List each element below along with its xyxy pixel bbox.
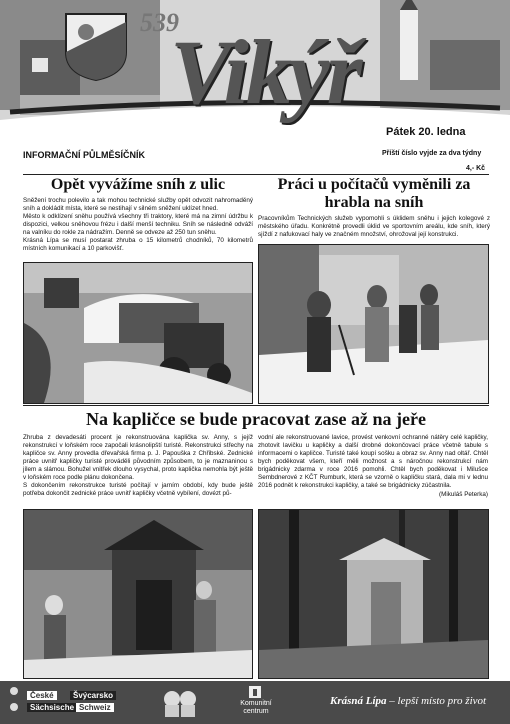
- article-paragraph: Město k odklízení sněhu používá všechny tři traktory, které má na zimní údržbu k dispozici, velkou sněhovou frézu i další menší techniku. Sníh se následně odváží na valníku do rokle za nádražím. Denně se odveze až 250 tun sněhu.: [23, 213, 253, 236]
- article-paragraph: Sněžení trochu polevilo a tak mohou technické služby opět odvozit nahromaděný sníh a dokládit místa, které se nestihají v silném sněžení uklízet hned.: [23, 197, 253, 212]
- town-crest-icon: [64, 12, 128, 82]
- price-label: 4,- Kč: [466, 165, 486, 172]
- issue-date: Pátek 20. ledna: [386, 126, 466, 138]
- article-chapel-column-2: [258, 434, 488, 499]
- photo-chapel-in-forest: [258, 509, 489, 679]
- article-snow-removal: [23, 176, 253, 253]
- article-paragraph: vodní ale rekonstruované lavice, provést venkovní ochranné nátěry celé kapličky, zhotovit lavičku u kapličky a další drobné dokončovací práce včetně tabule s informacemi o kapličce. Turisté také koupí sošku a obraz sv. Anny nad oltář. Chtěl bych poděkovat všem, kteří měli možnost a s náročnou rekonstrukcí nám brigádnicky zdarma v roce 2016 pomohli. Chtěl bych poděkovat i Milušce Sembdnerové z KČT Rumburk, která se vzorně o kapličku stará, dala mi v lednu 2016 podnět k rekonstrukci kapličky, a také se brigádnicky zúčastnila.: [258, 434, 488, 489]
- next-issue-note: Příští číslo vyjde za dva týdny: [382, 150, 482, 157]
- community-centre-label: Komunitní centrum: [240, 700, 272, 715]
- masthead-divider: [23, 174, 489, 175]
- mascot-logo-icon: [160, 687, 200, 719]
- article-headline: Opět vyvážíme sníh z ulic: [50, 176, 226, 193]
- footer-bar: [0, 681, 510, 724]
- bullet-icon: [10, 703, 18, 711]
- region-label-cz: České: [27, 691, 57, 700]
- photo-chapel-with-people: [23, 509, 253, 679]
- article-chapel-headline-block: [23, 409, 489, 429]
- bullet-icon: [10, 687, 18, 695]
- publication-subtitle: INFORMAČNÍ PŮLMĚSÍČNÍK: [23, 150, 145, 160]
- region-label-de-2: Schweiz: [76, 703, 114, 712]
- article-office-workers: [258, 176, 490, 239]
- article-chapel-column-1: [23, 434, 253, 498]
- issue-number: 539: [140, 8, 179, 37]
- article-signature: (Mikuláš Peterka): [439, 491, 488, 498]
- town-slogan: Krásná Lípa – lepší místo pro život: [330, 695, 487, 707]
- masthead: [0, 0, 510, 140]
- article-headline: Na kapličce se bude pracovat zase až na jeře: [86, 409, 426, 429]
- region-label-cz-2: Švýcarsko: [70, 691, 116, 700]
- photo-workers-shovels: [258, 244, 489, 404]
- article-paragraph: S dokončením rekonstrukce turisté počítají v jarním období, kdy bude ještě potřeba dokončit zednické práce uvnitř kapličky včetně vybílení, dovézt pů-: [23, 482, 253, 497]
- region-label-de: Sächsische: [27, 703, 77, 712]
- article-divider: [23, 405, 489, 406]
- newspaper-logo: Vikýř: [170, 21, 360, 123]
- article-paragraph: Pracovníkům Technických služeb vypomohli s úklidem sněhu i jejich kolegové z městského úřadu. Konkrétně provedli úklid ve sportovním areálu, kde sníh, který sjíždí z nafukovací haly ve značném množství, ohrožoval její konstrukci.: [258, 215, 490, 238]
- photo-tractors-snow: [23, 262, 253, 404]
- article-headline: Práci u počítačů vyměnili za hrabla na sníh: [277, 176, 471, 211]
- community-centre-icon: [248, 685, 262, 699]
- article-paragraph: Zhruba z devadesáti procent je rekonstruována kaplička sv. Anny, s jejíž rekonstrukcí v loňském roce započali krásnolipští turisté. Rekonstrukci střechy na kapličce sv. Anny provedla dřevařská firma p. J. Papouška z Chřibské. Zednické práce uvnitř kapličky turisté prováděli původním způsobem, to je maznaninou s jílem a slámou. Bohužel vnitřek dlouho vysychal, proto kaplička nemohla být ještě v loňském roce podle plánu dokončena.: [23, 434, 253, 481]
- article-paragraph: Krásná Lípa se musí postarat zhruba o 15 kilometrů chodníků, 70 kilometrů místních komunikací a 10 parkovišť.: [23, 237, 253, 252]
